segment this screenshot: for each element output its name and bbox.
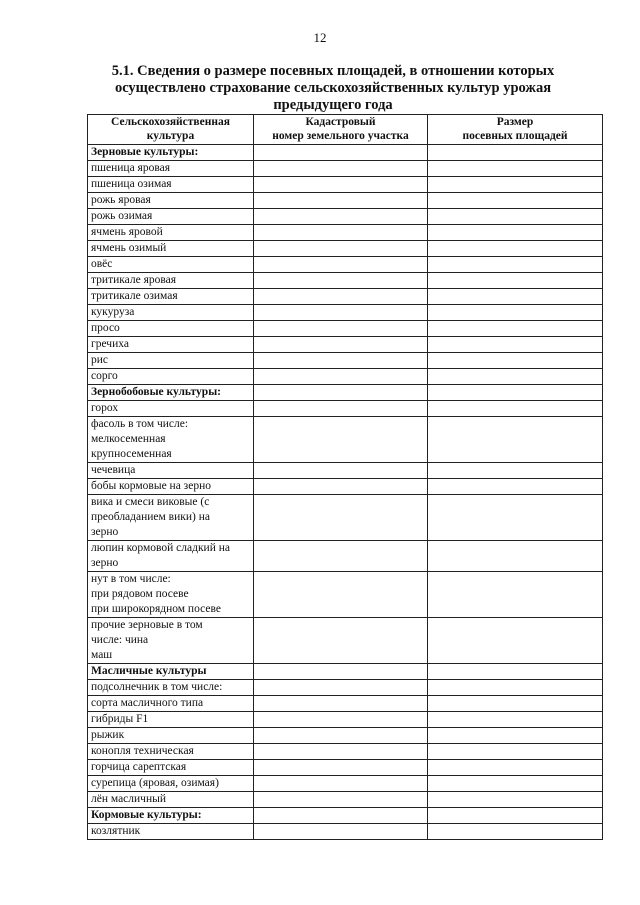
cadastral-number-cell[interactable] [254,353,428,369]
crop-name: рыжик [88,728,254,744]
cadastral-number-cell[interactable] [254,273,428,289]
cadastral-number-cell[interactable] [254,618,428,664]
cadastral-number-cell[interactable] [254,209,428,225]
table-row [88,161,603,177]
crop-name: горчица сарептская [88,760,254,776]
table-row [88,305,603,321]
sown-area-cell[interactable] [428,541,603,572]
sown-area-cell[interactable] [428,385,603,401]
table-row [88,776,603,792]
crop-name: рис [88,353,254,369]
table-row [88,618,603,664]
table-row [88,728,603,744]
sown-area-cell[interactable] [428,321,603,337]
sown-area-cell[interactable] [428,145,603,161]
sown-area-cell[interactable] [428,257,603,273]
crop-name: ячмень озимый [88,241,254,257]
crop-name: чечевица [88,463,254,479]
cadastral-number-cell[interactable] [254,385,428,401]
table-row [88,495,603,541]
category-row [88,664,603,680]
sown-area-cell[interactable] [428,193,603,209]
cadastral-number-cell[interactable] [254,193,428,209]
category-label: Кормовые культуры: [88,808,254,824]
crop-name: рожь яровая [88,193,254,209]
sown-area-cell[interactable] [428,572,603,618]
category-label: Масличные культуры [88,664,254,680]
category-row [88,385,603,401]
table-row [88,193,603,209]
cadastral-number-cell[interactable] [254,776,428,792]
table-row [88,824,603,840]
table-row [88,696,603,712]
sown-area-cell[interactable] [428,225,603,241]
sown-area-cell[interactable] [428,792,603,808]
crop-name: тритикале озимая [88,289,254,305]
table-row [88,177,603,193]
cadastral-number-cell[interactable] [254,744,428,760]
cadastral-number-cell[interactable] [254,145,428,161]
crop-name: вика и смеси виковые (с преобладанием вики) на зерно [88,495,254,541]
cadastral-number-cell[interactable] [254,728,428,744]
category-row [88,145,603,161]
sown-area-cell[interactable] [428,664,603,680]
category-row [88,808,603,824]
crop-name: овёс [88,257,254,273]
cadastral-number-cell[interactable] [254,712,428,728]
crop-name: гибриды F1 [88,712,254,728]
sown-area-cell[interactable] [428,696,603,712]
cadastral-number-cell[interactable] [254,541,428,572]
crop-name: пшеница озимая [88,177,254,193]
crop-name: конопля техническая [88,744,254,760]
table-row [88,225,603,241]
crop-rows [88,145,603,840]
sown-area-cell[interactable] [428,289,603,305]
table-row [88,209,603,225]
cadastral-number-cell[interactable] [254,808,428,824]
page-number: 12 [313,30,327,45]
sown-area-cell[interactable] [428,417,603,463]
sown-area-cell[interactable] [428,177,603,193]
sown-area-cell[interactable] [428,728,603,744]
cadastral-number-cell[interactable] [254,495,428,541]
crop-name: рожь озимая [88,209,254,225]
table-row [88,479,603,495]
cadastral-number-cell[interactable] [254,696,428,712]
cadastral-number-cell[interactable] [254,241,428,257]
crop-name: сорта масличного типа [88,696,254,712]
cadastral-number-cell[interactable] [254,824,428,840]
sown-area-cell[interactable] [428,369,603,385]
table-row [88,680,603,696]
cadastral-number-cell[interactable] [254,680,428,696]
crop-name: люпин кормовой сладкий на зерно [88,541,254,572]
table-row [88,337,603,353]
sown-area-cell[interactable] [428,273,603,289]
crop-name: фасоль в том числе: мелкосеменная крупносеменная [88,417,254,463]
cadastral-number-cell[interactable] [254,337,428,353]
table-row [88,541,603,572]
table-row [88,572,603,618]
crop-name: кукуруза [88,305,254,321]
table-row [88,353,603,369]
table-row [88,241,603,257]
cadastral-number-cell[interactable] [254,289,428,305]
cadastral-number-cell[interactable] [254,305,428,321]
crop-name: ячмень яровой [88,225,254,241]
sown-area-cell[interactable] [428,479,603,495]
crop-name: прочие зерновые в том числе: чина маш [88,618,254,664]
table-row [88,712,603,728]
table-row [88,321,603,337]
sown-area-cell[interactable] [428,401,603,417]
crop-name: нут в том числе: при рядовом посеве при широкорядном посеве [88,572,254,618]
crop-name: подсолнечник в том числе: [88,680,254,696]
cadastral-number-cell[interactable] [254,417,428,463]
crop-name: просо [88,321,254,337]
sown-area-cell[interactable] [428,744,603,760]
table-row [88,744,603,760]
cadastral-number-cell[interactable] [254,572,428,618]
section-title: 5.1. Сведения о размере посевных площадей, в отношении которых осуществлено страхование сельскохозяйственных культур урожая предыдущего года [111,63,555,113]
sown-area-cell[interactable] [428,353,603,369]
cadastral-number-cell[interactable] [254,479,428,495]
crop-name: бобы кормовые на зерно [88,479,254,495]
crop-name: лён масличный [88,792,254,808]
sown-area-cell[interactable] [428,241,603,257]
sown-area-cell[interactable] [428,463,603,479]
crops-table [87,114,603,840]
sown-area-cell[interactable] [428,680,603,696]
header-cadastral-number: Кадастровый номер земельного участка [254,115,428,145]
crop-name: пшеница яровая [88,161,254,177]
cadastral-number-cell[interactable] [254,225,428,241]
cadastral-number-cell[interactable] [254,463,428,479]
table-row [88,760,603,776]
crop-name: тритикале яровая [88,273,254,289]
cadastral-number-cell[interactable] [254,760,428,776]
table-row [88,401,603,417]
table-row [88,257,603,273]
crop-name: сорго [88,369,254,385]
cadastral-number-cell[interactable] [254,321,428,337]
sown-area-cell[interactable] [428,808,603,824]
header-sown-area: Размер посевных площадей [428,115,603,145]
sown-area-cell[interactable] [428,776,603,792]
crop-name: горох [88,401,254,417]
crop-name: козлятник [88,824,254,840]
sown-area-cell[interactable] [428,760,603,776]
cadastral-number-cell[interactable] [254,401,428,417]
sown-area-cell[interactable] [428,712,603,728]
table-row [88,417,603,463]
sown-area-cell[interactable] [428,337,603,353]
cadastral-number-cell[interactable] [254,161,428,177]
cadastral-number-cell[interactable] [254,369,428,385]
category-label: Зерновые культуры: [88,145,254,161]
table-row [88,792,603,808]
table-row [88,463,603,479]
cadastral-number-cell[interactable] [254,177,428,193]
sown-area-cell[interactable] [428,618,603,664]
crop-name: гречиха [88,337,254,353]
category-label: Зернобобовые культуры: [88,385,254,401]
header-crop: Сельскохозяйственная культура [88,115,254,145]
sown-area-cell[interactable] [428,305,603,321]
cadastral-number-cell[interactable] [254,664,428,680]
table-row [88,369,603,385]
sown-area-cell[interactable] [428,209,603,225]
table-row [88,273,603,289]
crop-name: сурепица (яровая, озимая) [88,776,254,792]
table-row [88,289,603,305]
sown-area-cell[interactable] [428,824,603,840]
table-header-row [88,115,603,145]
sown-area-cell[interactable] [428,161,603,177]
sown-area-cell[interactable] [428,495,603,541]
cadastral-number-cell[interactable] [254,257,428,273]
cadastral-number-cell[interactable] [254,792,428,808]
